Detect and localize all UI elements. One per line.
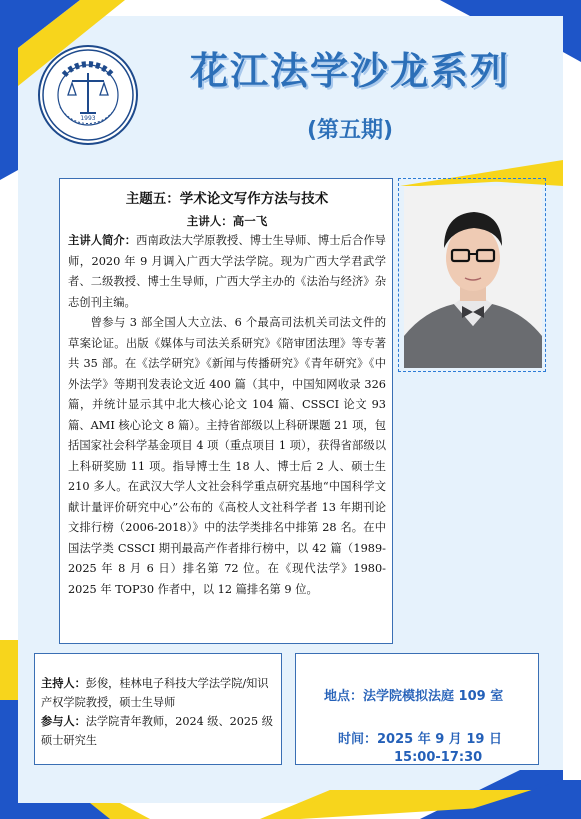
issue-number: (第五期) bbox=[306, 118, 394, 143]
host-label: 主持人： bbox=[41, 676, 86, 690]
university-logo bbox=[38, 45, 138, 145]
logo-year: 1993 bbox=[80, 115, 96, 122]
participants-text: 法学院青年教师，2024 级、2025 级硕士研究生 bbox=[41, 715, 273, 747]
event-info-box bbox=[295, 653, 539, 765]
host-line bbox=[41, 674, 275, 712]
intro-text: 西南政法大学原教授、博士生导师、博士后合作导师，2020 年 9 月调入广西大学法学院。现为广西大学君武学者、二级教授、博士生导师，广西大学主办的《法治与经济》杂志创刊主编。 bbox=[68, 234, 386, 309]
event-location: 地点：法学院模拟法庭 109 室 bbox=[324, 689, 504, 704]
host-text: 彭俊，桂林电子科技大学法学院/知识产权学院教授，硕士生导师 bbox=[41, 677, 269, 709]
speaker-intro bbox=[68, 230, 386, 313]
speaker-photo bbox=[404, 186, 542, 368]
topic-title: 主题五：学术论文写作方法与技术 bbox=[125, 191, 329, 207]
host-box bbox=[34, 653, 282, 765]
speaker-achievements: 曾参与 3 部全国人大立法、6 个最高司法机关司法文件的草案论证。出版《媒体与司法关系研究》《陪审团法理》等专著共 35 部。在《法学研究》《新闻与传播研究》《青年研究》《中外法学》等期刊发表论文近 400 篇（其中，中国知网收录 326 篇，并统计显示其中北大核心论文 104 篇、CSSCI 论文 93 篇、AMI 核心论文 8 篇）。主持省部级以上科研课题 21 项，包括国家社会科学基金项目 4 项（重点项目 1 项），获得省部级以上科研奖励 11 项。指导博士生 18 人、博士后 2 人、硕士生 210 多人。在武汉大学人文社会科学重点研究基地“中国科学文献计量评价研究中心”公布的《高校人文社科学者 13 年期刊论文排行榜（2006-2018）》中的法学类排名中排第 28 名。在中国法学类 CSSCI 期刊最高产作者排行榜中，以 42 篇（1989-2025 年 8 月 6 日）排名第 72 位。在《现代法学》1980-2025 年 TOP30 作者中，以 12 篇排名第 9 位。 bbox=[68, 316, 386, 596]
participants-label: 参与人： bbox=[41, 714, 86, 728]
speaker-intro-box bbox=[59, 178, 393, 644]
event-time-range: 15:00-17:30 bbox=[394, 750, 483, 765]
speaker-name: 主讲人：高一飞 bbox=[186, 214, 268, 228]
event-date: 时间：2025 年 9 月 19 日 bbox=[338, 732, 502, 747]
participants-line bbox=[41, 712, 275, 750]
intro-label: 主讲人简介： bbox=[68, 233, 137, 247]
page-title: 花江法学沙龙系列 bbox=[189, 49, 510, 93]
